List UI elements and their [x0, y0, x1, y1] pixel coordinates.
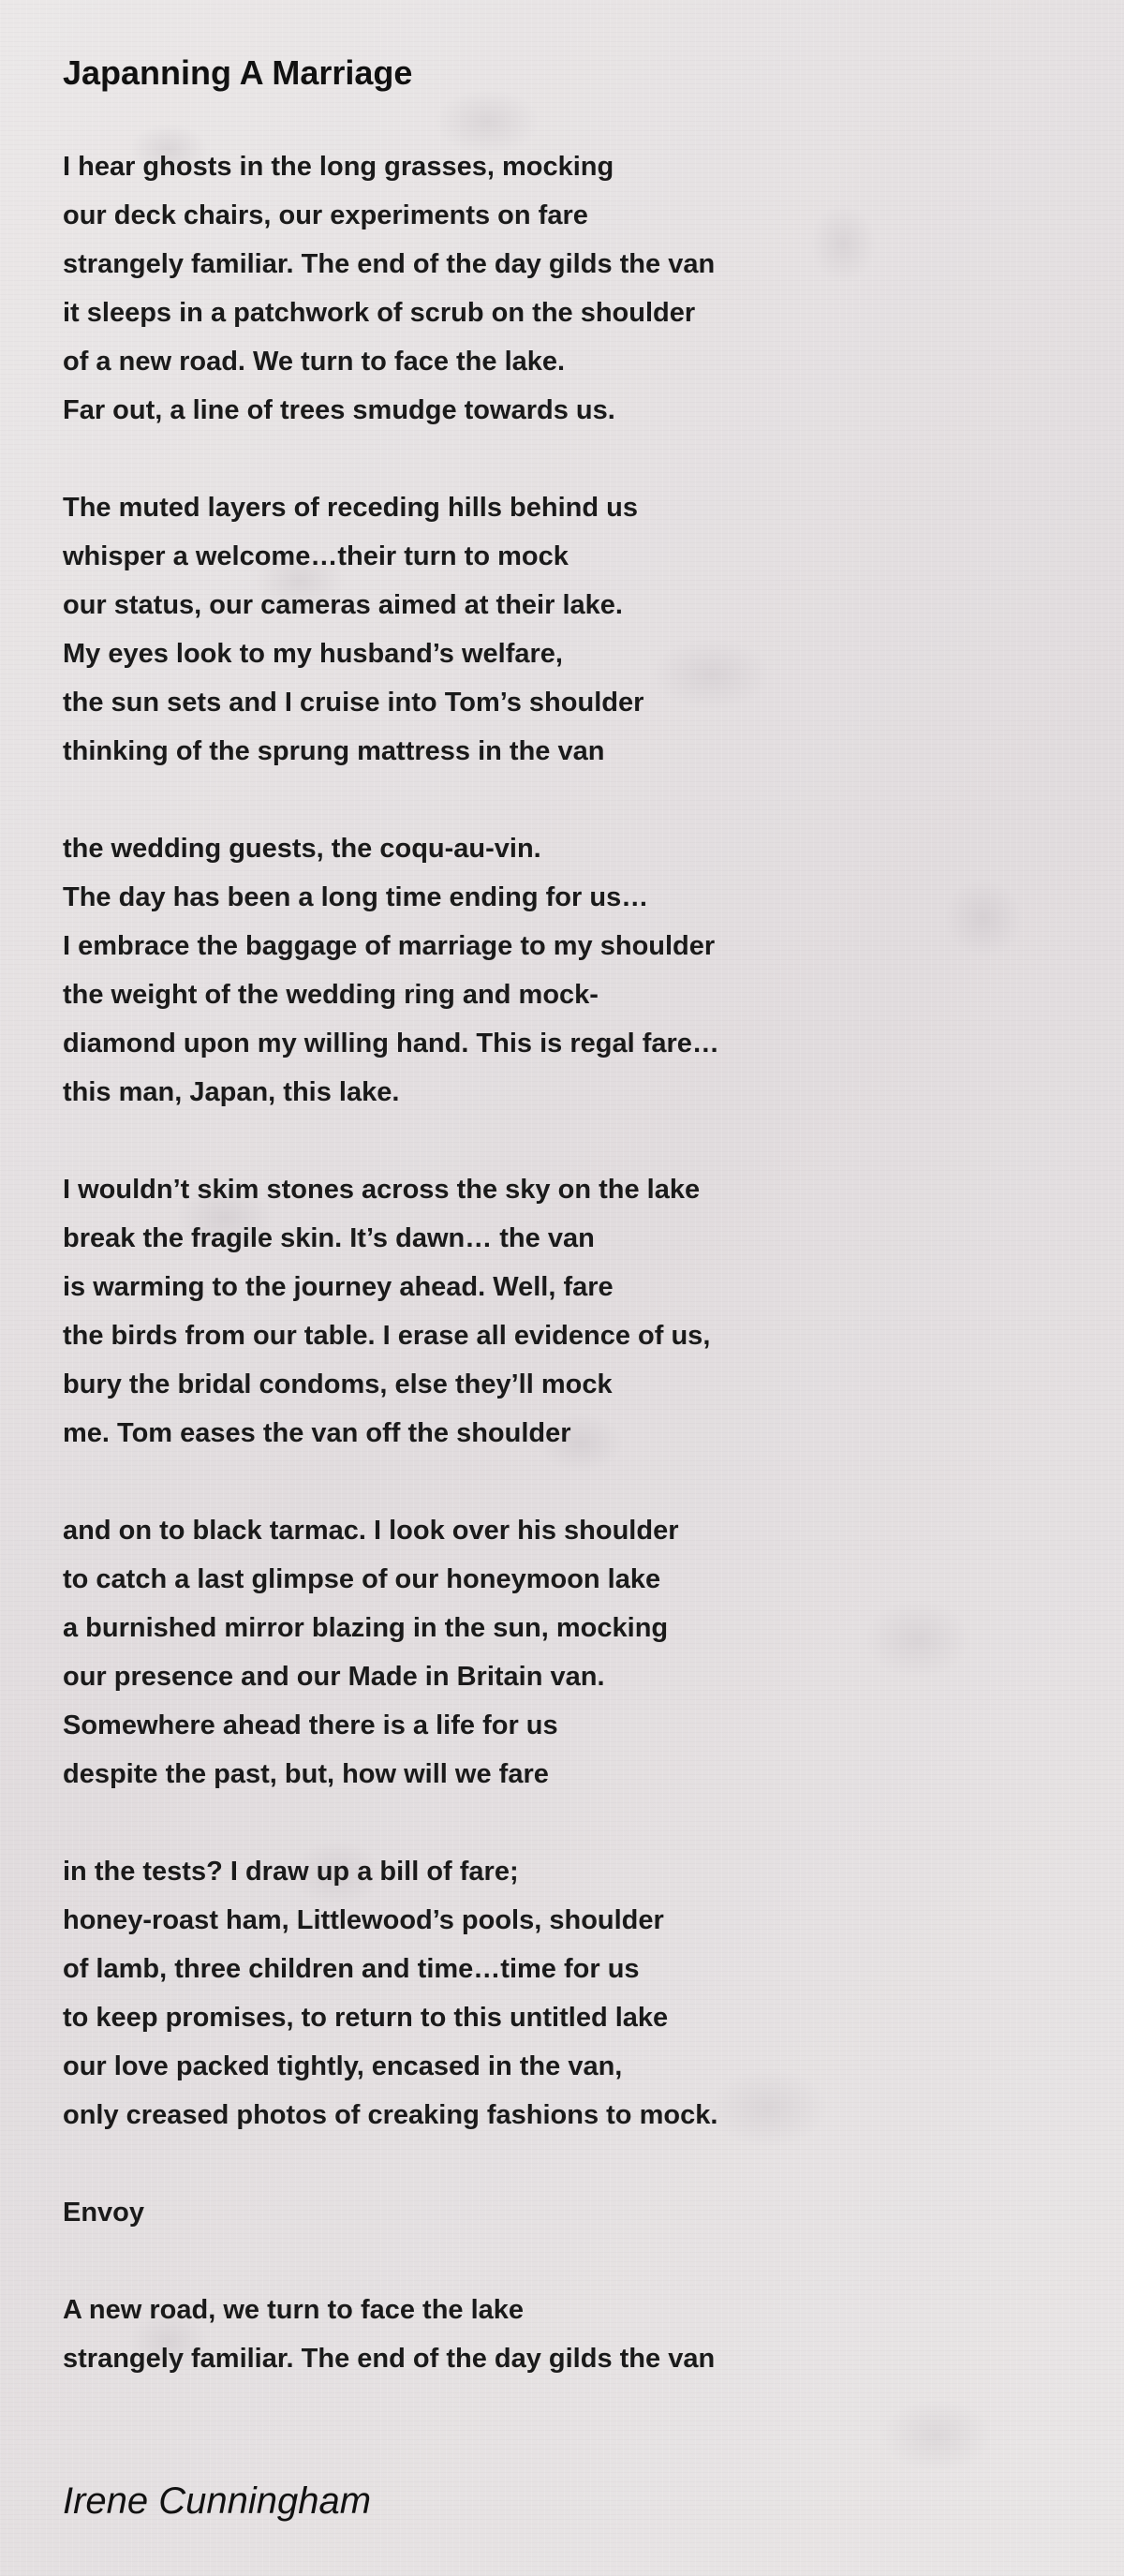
- poem-stanza: [63, 1506, 1074, 1799]
- poem-line: our presence and our Made in Britain van.: [63, 1662, 605, 1692]
- poem-line: honey-roast ham, Littlewood’s pools, shoulder: [63, 1905, 664, 1935]
- poem-line: the wedding guests, the coqu-au-vin.: [63, 834, 541, 864]
- poem-line: in the tests? I draw up a bill of fare;: [63, 1857, 519, 1887]
- poem-line: The muted layers of receding hills behind us: [63, 493, 638, 523]
- poem-line: Envoy: [63, 2198, 145, 2228]
- poem-page: [63, 45, 1074, 2432]
- poem-line: I embrace the baggage of marriage to my shoulder: [63, 931, 716, 961]
- poem-stanza: [63, 1165, 1074, 1458]
- poem-line: Somewhere ahead there is a life for us: [63, 1710, 558, 1740]
- poem-stanza: [63, 1847, 1074, 2139]
- poem-line: thinking of the sprung mattress in the van: [63, 736, 605, 766]
- poem-line: a burnished mirror blazing in the sun, mocking: [63, 1613, 669, 1643]
- poem-line: of lamb, three children and time…time for us: [63, 1954, 640, 1984]
- poem-line: diamond upon my willing hand. This is regal fare…: [63, 1029, 719, 1059]
- poem-line: strangely familiar. The end of the day gilds the van: [63, 249, 716, 279]
- poem-line: and on to black tarmac. I look over his shoulder: [63, 1516, 679, 1546]
- poem-line: it sleeps in a patchwork of scrub on the shoulder: [63, 298, 696, 328]
- poem-line: A new road, we turn to face the lake: [63, 2295, 525, 2325]
- poem-line: the birds from our table. I erase all evidence of us,: [63, 1321, 711, 1351]
- poem-line: The day has been a long time ending for us…: [63, 882, 649, 912]
- poem-line: I wouldn’t skim stones across the sky on the lake: [63, 1175, 701, 1205]
- poem-line: My eyes look to my husband’s welfare,: [63, 639, 563, 669]
- poem-line: of a new road. We turn to face the lake.: [63, 347, 566, 377]
- poem-stanza: [63, 2188, 1074, 2237]
- poem-line: break the fragile skin. It’s dawn… the van: [63, 1223, 595, 1253]
- poem-stanza: [63, 824, 1074, 1117]
- poem-title: Japanning A Marriage: [63, 53, 413, 92]
- poem-line: the weight of the wedding ring and mock-: [63, 980, 599, 1010]
- poem-stanza: [63, 2286, 1074, 2383]
- poem-line: despite the past, but, how will we fare: [63, 1759, 549, 1789]
- poem-line: Far out, a line of trees smudge towards us.: [63, 395, 615, 425]
- poem-line: our deck chairs, our experiments on fare: [63, 200, 588, 230]
- poem-line: to keep promises, to return to this untitled lake: [63, 2003, 669, 2033]
- poem-line: the sun sets and I cruise into Tom’s shoulder: [63, 688, 644, 718]
- poem-line: I hear ghosts in the long grasses, mocking: [63, 152, 614, 182]
- poem-stanza: [63, 483, 1074, 776]
- poem-line: bury the bridal condoms, else they’ll mock: [63, 1369, 613, 1399]
- poem-line: only creased photos of creaking fashions to mock.: [63, 2100, 718, 2130]
- poem-body: [63, 142, 1074, 2383]
- poem-line: our love packed tightly, encased in the van,: [63, 2051, 623, 2081]
- poem-line: this man, Japan, this lake.: [63, 1077, 400, 1107]
- poem-line: to catch a last glimpse of our honeymoon lake: [63, 1564, 661, 1594]
- poem-line: whisper a welcome…their turn to mock: [63, 541, 569, 571]
- poem-stanza: [63, 142, 1074, 435]
- poem-author: Irene Cunningham: [63, 2480, 372, 2522]
- poem-line: me. Tom eases the van off the shoulder: [63, 1418, 571, 1448]
- poem-line: our status, our cameras aimed at their lake.: [63, 590, 623, 620]
- poem-line: strangely familiar. The end of the day gilds the van: [63, 2344, 716, 2374]
- poem-line: is warming to the journey ahead. Well, fare: [63, 1272, 614, 1302]
